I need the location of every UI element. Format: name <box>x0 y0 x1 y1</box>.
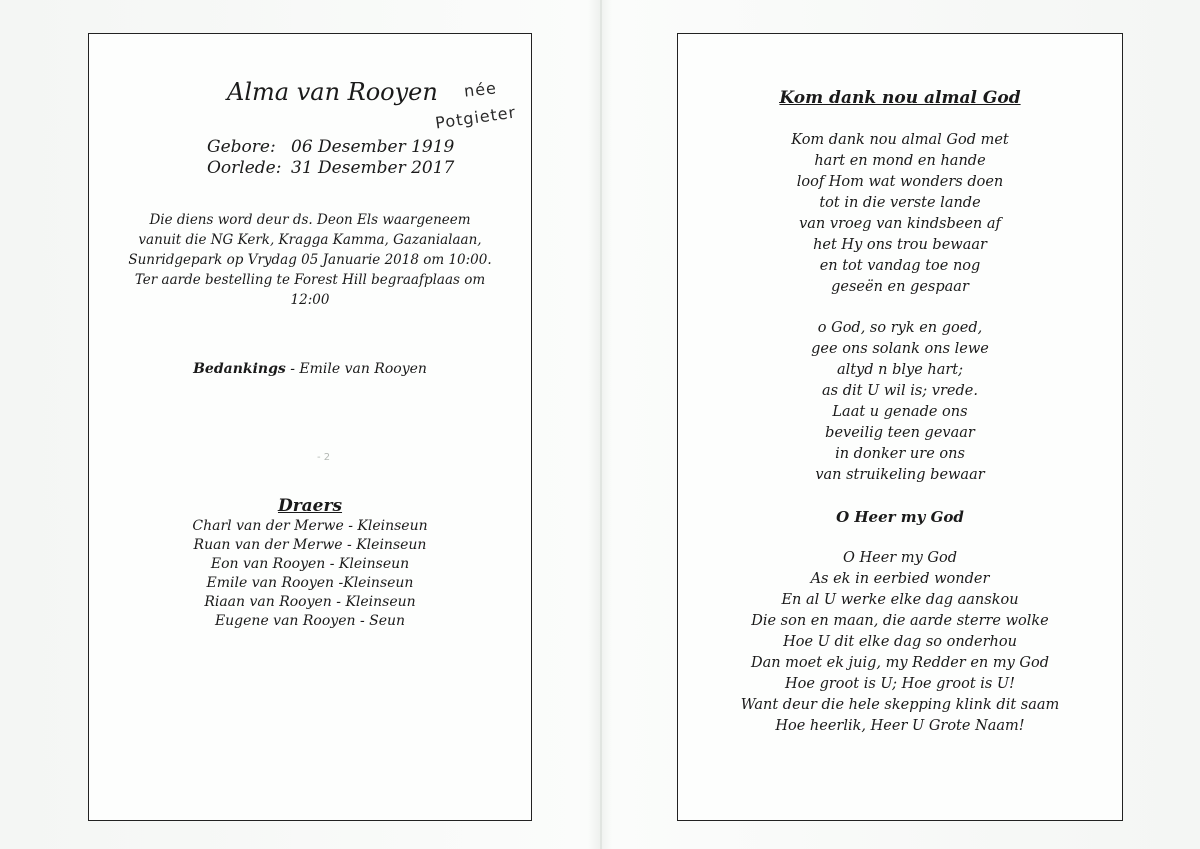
thanks-text: - Emile van Rooyen <box>285 361 427 377</box>
poem-line: beveilig teen gevaar <box>825 425 975 441</box>
service-line: Sunridgepark op Vrydag 05 Januarie 2018 om 10:00. <box>128 252 492 268</box>
poem-line: as dit U wil is; vrede. <box>822 383 978 399</box>
poem-line: O Heer my God <box>843 550 957 566</box>
died-label: Oorlede: <box>207 158 282 178</box>
bearer-item: Ruan van der Merwe - Kleinseun <box>193 537 427 553</box>
poem-line: van struikeling bewaar <box>815 467 985 483</box>
poem-line: tot in die verste lande <box>819 195 981 211</box>
poem-line: Laat u genade ons <box>832 404 968 420</box>
bearers-title: Draers <box>277 496 343 516</box>
poem-line: Kom dank nou almal God met <box>791 132 1009 148</box>
deceased-name: Alma van Rooyen <box>227 78 438 106</box>
bearer-item: Charl van der Merwe - Kleinseun <box>192 518 428 534</box>
right-page <box>677 33 1123 821</box>
stray-mark: - 2 <box>317 452 331 463</box>
hymn2-title: O Heer my God <box>836 508 964 526</box>
bearer-item: Emile van Rooyen -Kleinseun <box>206 575 414 591</box>
poem-line: gee ons solank ons lewe <box>811 341 989 357</box>
poem-line: Hoe heerlik, Heer U Grote Naam! <box>775 718 1025 734</box>
thanks-row <box>89 361 531 377</box>
bearer-item: Eon van Rooyen - Kleinseun <box>210 556 410 572</box>
died-date: 31 Desember 2017 <box>291 158 455 178</box>
poem-line: hart en mond en hande <box>814 153 986 169</box>
bearer-item: Eugene van Rooyen - Seun <box>214 613 406 629</box>
service-line: Ter aarde bestelling te Forest Hill begraafplaas om <box>134 272 486 288</box>
poem-line: Dan moet ek juig, my Redder en my God <box>750 655 1050 671</box>
poem-line: van vroeg van kindsbeen af <box>799 216 1001 232</box>
service-line: Die diens word deur ds. Deon Els waargeneem <box>149 212 471 228</box>
poem-line: Die son en maan, die aarde sterre wolke <box>751 613 1049 629</box>
handwritten-maiden-name: Potgieter <box>434 102 518 133</box>
born-date: 06 Desember 1919 <box>291 137 455 157</box>
poem-line: het Hy ons trou bewaar <box>813 237 987 253</box>
poem-line: altyd n blye hart; <box>836 362 964 378</box>
poem-line: in donker ure ons <box>835 446 965 462</box>
poem-line: geseën en gespaar <box>831 279 969 295</box>
poem-line: o God, so ryk en goed, <box>817 320 983 336</box>
bearer-item: Riaan van Rooyen - Kleinseun <box>204 594 416 610</box>
left-page <box>88 33 532 821</box>
poem-line: En al U werke elke dag aanskou <box>781 592 1019 608</box>
handwritten-nee: née <box>463 78 498 101</box>
born-label: Gebore: <box>207 137 276 157</box>
poem-line: Hoe U dit elke dag so onderhou <box>783 634 1017 650</box>
page-fold <box>600 0 602 849</box>
born-row <box>207 137 454 157</box>
hymn1-title: Kom dank nou almal God <box>779 88 1021 108</box>
poem-line: loof Hom wat wonders doen <box>796 174 1004 190</box>
died-row <box>207 158 454 178</box>
service-line: 12:00 <box>290 292 330 308</box>
thanks-label: Bedankings <box>193 361 286 377</box>
poem-line: As ek in eerbied wonder <box>810 571 990 587</box>
poem-line: en tot vandag toe nog <box>819 258 981 274</box>
service-line: vanuit die NG Kerk, Kragga Kamma, Gazanialaan, <box>138 232 482 248</box>
poem-line: Want deur die hele skepping klink dit saam <box>740 697 1060 713</box>
poem-line: Hoe groot is U; Hoe groot is U! <box>785 676 1015 692</box>
